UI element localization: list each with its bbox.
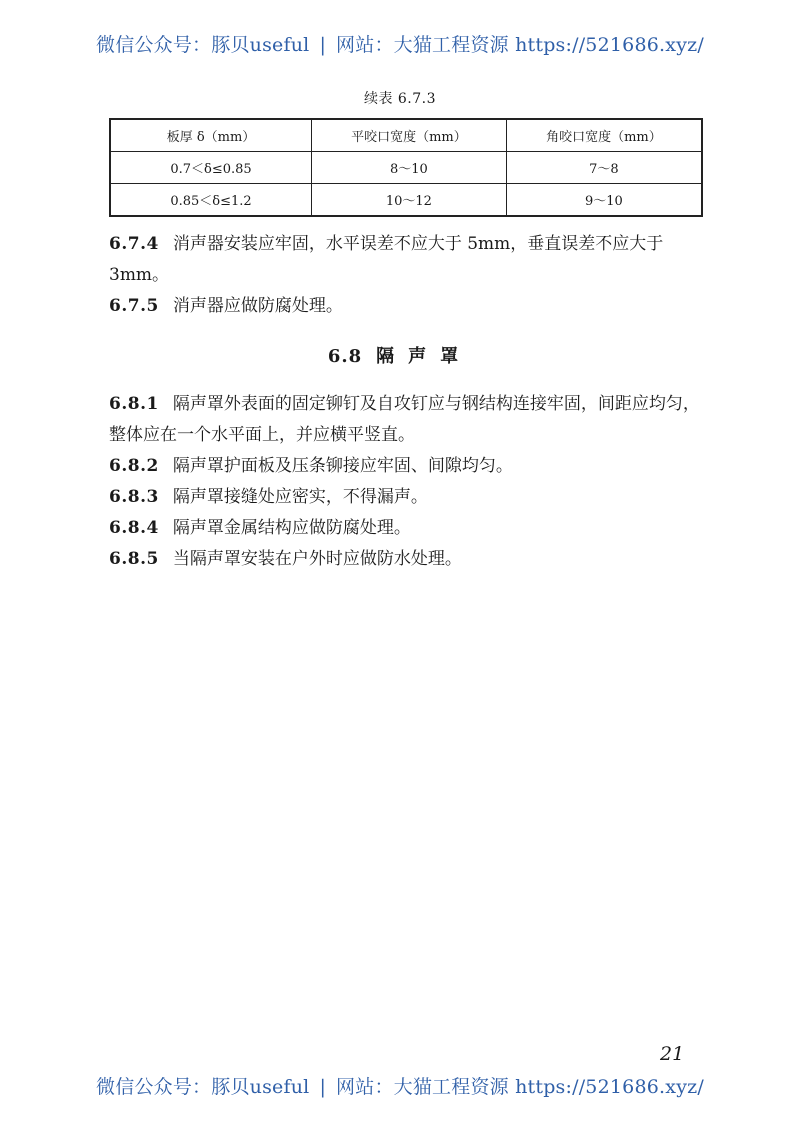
watermark-separator: | [319,34,327,56]
clause-6-8-5 [109,544,709,575]
clause-text: 隔声罩接缝处应密实，不得漏声。 [172,487,428,507]
section-title: 隔声罩 [376,346,473,367]
clause-number: 6.8.3 [109,487,159,507]
clause-number: 6.8.1 [109,394,159,414]
page-number: 21 [660,1043,685,1065]
table-row [110,152,702,184]
clause-number: 6.8.2 [109,456,159,476]
clause-6-7-4 [109,229,709,291]
seam-width-table [109,118,703,217]
table-header-flat-seam: 平咬口宽度（mm） [312,119,507,152]
table-header-thickness: 板厚 δ（mm） [110,119,312,152]
clause-text: 当隔声罩安装在户外时应做防水处理。 [172,549,462,569]
clause-text: 隔声罩金属结构应做防腐处理。 [172,518,411,538]
watermark-site: 网站：大猫工程资源 https://521686.xyz/ [336,1076,704,1098]
clause-number: 6.7.4 [109,234,159,254]
section-number: 6.8 [327,346,363,367]
clause-text: 消声器应做防腐处理。 [172,296,343,316]
table-cell-corner-seam: 7～8 [506,152,702,184]
clause-number: 6.7.5 [109,296,159,316]
table-cell-flat-seam: 8～10 [312,152,507,184]
clause-6-7-5 [109,291,709,322]
clause-number: 6.8.5 [109,549,159,569]
watermark-wechat: 微信公众号：豚贝useful [96,34,310,56]
clause-text: 消声器安装应牢固，水平误差不应大于 5mm，垂直误差不应大于 3mm。 [109,234,664,285]
clause-6-8-1 [109,389,709,451]
clause-text: 隔声罩护面板及压条铆接应牢固、间隙均匀。 [172,456,513,476]
table-cell-flat-seam: 10～12 [312,184,507,217]
table-cell-thickness: 0.7＜δ≤0.85 [110,152,312,184]
clause-number: 6.8.4 [109,518,159,538]
clause-6-8-3 [109,482,709,513]
watermark-top [0,30,800,57]
watermark-bottom [0,1072,800,1099]
clause-6-8-4 [109,513,709,544]
table-header-row [110,119,702,152]
clause-6-8-2 [109,451,709,482]
watermark-site: 网站：大猫工程资源 https://521686.xyz/ [336,34,704,56]
table-header-corner-seam: 角咬口宽度（mm） [506,119,702,152]
table-caption: 续表 6.7.3 [363,91,437,107]
table-cell-corner-seam: 9～10 [506,184,702,217]
section-heading [0,342,800,368]
table-row [110,184,702,217]
watermark-separator: | [319,1076,327,1098]
clause-text: 隔声罩外表面的固定铆钉及自攻钉应与钢结构连接牢固，间距应均匀，整体应在一个水平面上，并应横平竖直。 [109,394,700,445]
watermark-wechat: 微信公众号：豚贝useful [96,1076,310,1098]
table-cell-thickness: 0.85＜δ≤1.2 [110,184,312,217]
